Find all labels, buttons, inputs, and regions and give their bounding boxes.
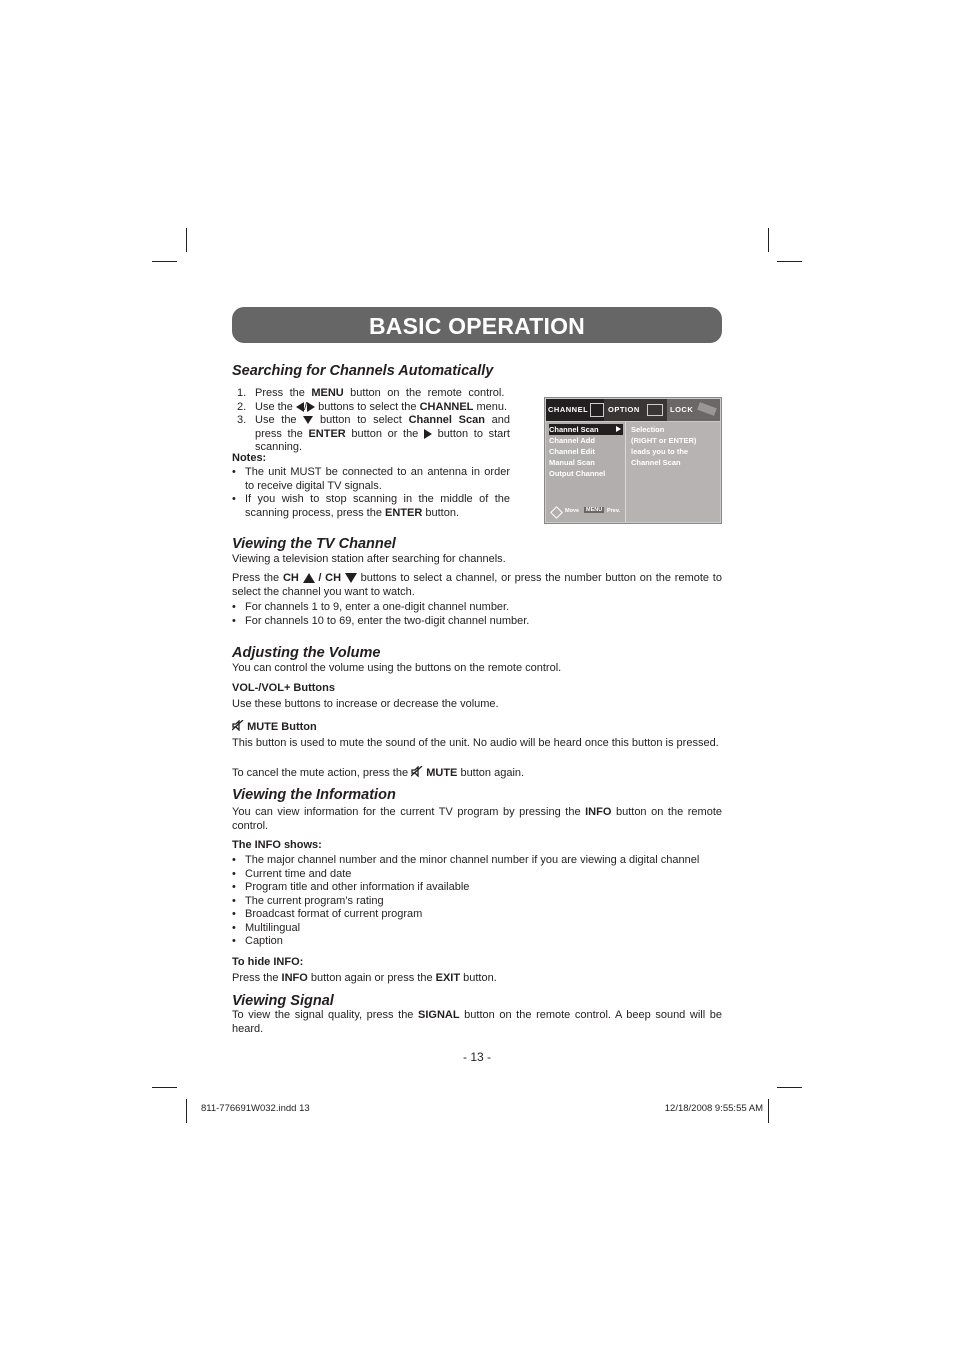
section-heading-volume: Adjusting the Volume	[232, 645, 381, 661]
volume-intro: You can control the volume using the buttons on the remote control.	[232, 662, 562, 674]
signal-text: To view the signal quality, press the SIGNAL button on the remote control. A beep sound will be heard.	[232, 1009, 722, 1035]
crop-mark	[768, 228, 769, 252]
list-item: • Current time and date	[232, 868, 722, 882]
down-arrow-icon	[303, 416, 313, 424]
hide-info-text: Press the INFO button again or press the EXIT button.	[232, 972, 497, 984]
viewing-tv-instructions: Press the CH / CH buttons to select a channel, or press the number button on the remote to select the channel you want to watch.	[232, 572, 722, 598]
notes-label: Notes:	[232, 452, 267, 464]
crop-mark	[152, 1087, 177, 1088]
help-line: (RIGHT or ENTER)	[631, 436, 697, 445]
info-bullets	[232, 854, 722, 949]
option-tab-icon	[647, 404, 663, 416]
right-arrow-icon	[307, 402, 315, 412]
footer-filename: 811-776691W032.indd 13	[201, 1103, 310, 1114]
info-intro: You can view information for the current TV program by pressing the INFO button on the remote control.	[232, 806, 722, 832]
channel-tab-icon	[590, 403, 604, 417]
notes-list	[232, 466, 510, 520]
mute-button-label: MUTE Button	[232, 720, 317, 733]
tab-option: OPTION	[608, 405, 640, 414]
note-item: • If you wish to stop scanning in the middle of the scanning process, press the ENTER button.	[232, 493, 510, 520]
hide-info-label: To hide INFO:	[232, 956, 304, 968]
mute-icon	[232, 720, 244, 731]
help-line: Selection	[631, 425, 665, 434]
list-item: • The current program’s rating	[232, 895, 722, 909]
tab-channel: CHANNEL	[548, 405, 589, 414]
menu-item-channel-add: Channel Add	[549, 436, 595, 445]
right-arrow-icon	[424, 429, 432, 439]
menu-item-channel-scan: Channel Scan	[549, 424, 623, 435]
list-item: • Broadcast format of current program	[232, 908, 722, 922]
mute-icon	[411, 766, 423, 777]
crop-mark	[186, 228, 187, 252]
mute-cancel-text: To cancel the mute action, press the MUTE button again.	[232, 767, 525, 779]
list-item: • For channels 10 to 69, enter the two-digit channel number.	[232, 615, 722, 629]
menu-item-output-channel: Output Channel	[549, 469, 606, 478]
crop-mark	[152, 261, 177, 262]
viewing-tv-intro: Viewing a television station after searching for channels.	[232, 553, 506, 565]
step-2: 2. Use the / buttons to select the CHANNEL menu.	[237, 400, 508, 413]
search-steps	[232, 387, 510, 455]
mute-text: This button is used to mute the sound of the unit. No audio will be heard once this button is pressed.	[232, 737, 719, 749]
page-title: BASIC OPERATION	[232, 307, 722, 343]
list-item: • Program title and other information if available	[232, 881, 722, 895]
vol-buttons-text: Use these buttons to increase or decrease the volume.	[232, 698, 499, 710]
list-item: • The major channel number and the minor channel number if you are viewing a digital channel	[232, 854, 722, 868]
page-number: - 13 -	[462, 1050, 491, 1064]
footer-timestamp: 12/18/2008 9:55:55 AM	[664, 1103, 763, 1114]
tv-menu-tabs	[546, 399, 720, 421]
list-item: • Caption	[232, 935, 722, 949]
tab-lock: LOCK	[670, 405, 694, 414]
step-3: 3. Use the button to select Channel Scan and press the ENTER button or the button to start scanning.	[237, 414, 511, 453]
info-shows-label: The INFO shows:	[232, 839, 322, 851]
step-1: 1. Press the MENU button on the remote control.	[237, 387, 505, 399]
crop-mark	[186, 1099, 187, 1123]
vol-buttons-label: VOL-/VOL+ Buttons	[232, 682, 335, 694]
crop-mark	[777, 1087, 802, 1088]
crop-mark	[768, 1099, 769, 1123]
down-arrow-icon	[345, 573, 357, 583]
menu-item-manual-scan: Manual Scan	[549, 458, 595, 467]
crop-mark	[777, 261, 802, 262]
help-line: leads you to the	[631, 447, 689, 456]
list-item: • Multilingual	[232, 922, 722, 936]
section-heading-signal: Viewing Signal	[232, 993, 334, 1009]
section-heading-viewing-tv: Viewing the TV Channel	[232, 536, 396, 552]
menu-item-channel-edit: Channel Edit	[549, 447, 595, 456]
tv-menu-help	[625, 422, 720, 522]
tv-menu-footer: Move MENU Prev.	[546, 505, 625, 519]
left-arrow-icon	[296, 402, 304, 412]
note-item: • The unit MUST be connected to an antenna in order to receive digital TV signals.	[232, 466, 510, 493]
section-heading-search: Searching for Channels Automatically	[232, 363, 494, 379]
list-item: • For channels 1 to 9, enter a one-digit channel number.	[232, 601, 722, 615]
section-heading-info: Viewing the Information	[232, 787, 396, 803]
tv-menu-screenshot	[544, 397, 722, 524]
move-icon	[550, 506, 563, 519]
up-arrow-icon	[303, 573, 315, 583]
help-line: Channel Scan	[631, 458, 681, 467]
viewing-tv-bullets	[232, 601, 722, 628]
